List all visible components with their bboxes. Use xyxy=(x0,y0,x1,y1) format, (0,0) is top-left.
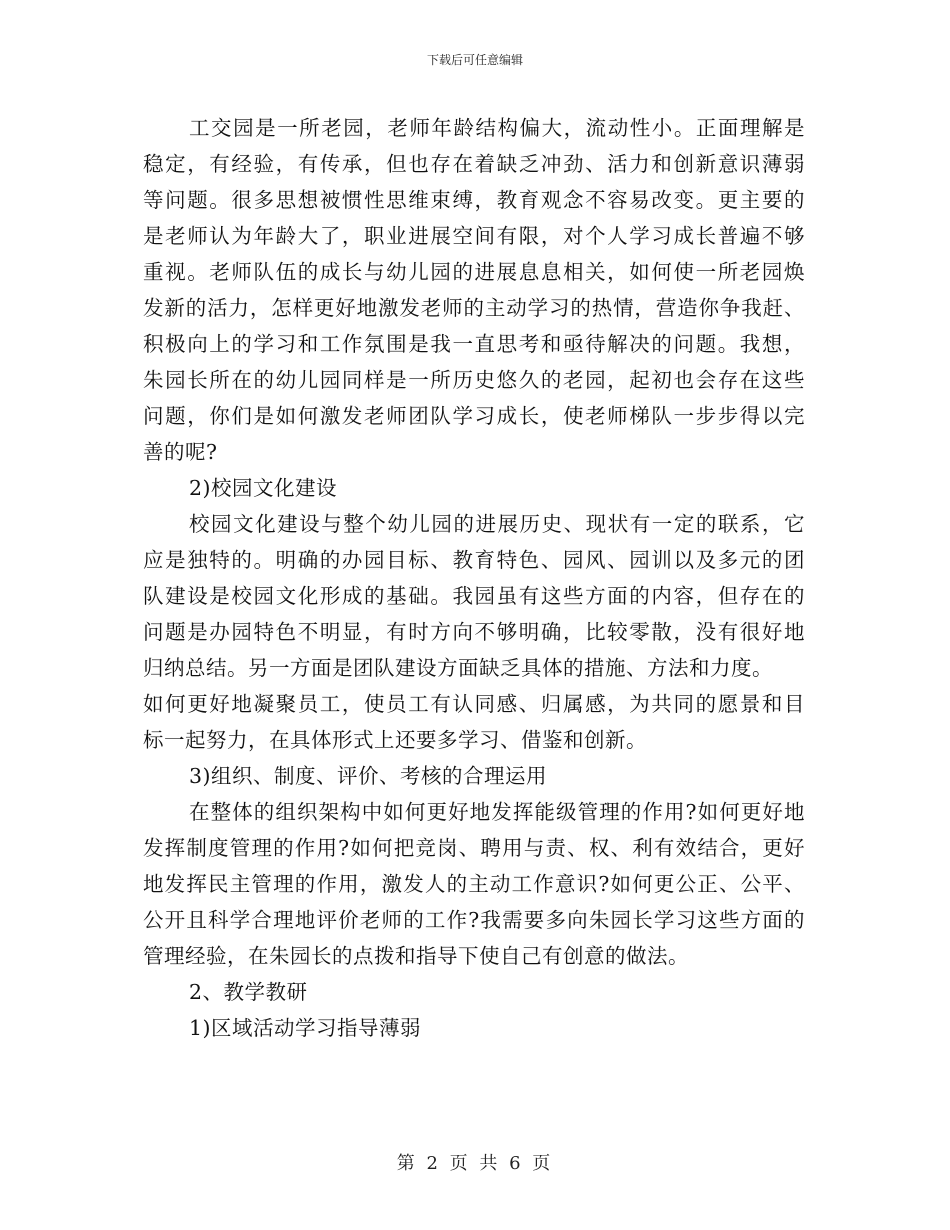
page-number: 第 2 页 共 6 页 xyxy=(396,1153,554,1174)
paragraph-line: 队建设是校园文化形成的基础。我园虽有这些方面的内容，但存在的 xyxy=(143,584,805,608)
paragraph-line: 归纳总结。另一方面是团队建设方面缺乏具体的措施、方法和力度。 xyxy=(143,656,773,680)
paragraph-line: 发新的活力，怎样更好地激发老师的主动学习的热情，营造你争我赶、 xyxy=(143,296,805,320)
paragraph-line: 朱园长所在的幼儿园同样是一所历史悠久的老园，起初也会存在这些 xyxy=(143,368,805,392)
paragraph-line: 积极向上的学习和工作氛围是我一直思考和亟待解决的问题。我想， xyxy=(143,332,805,356)
document-body xyxy=(143,110,805,1046)
paragraph-line: 重视。老师队伍的成长与幼儿园的进展息息相关，如何使一所老园焕 xyxy=(143,260,805,284)
paragraph-line: 等问题。很多思想被惯性思维束缚，教育观念不容易改变。更主要的 xyxy=(143,188,805,212)
paragraph-line: 是老师认为年龄大了，职业进展空间有限，对个人学习成长普遍不够 xyxy=(143,224,805,248)
paragraph-line: 问题是办园特色不明显，有时方向不够明确，比较零散，没有很好地 xyxy=(143,620,805,644)
section-heading: 1)区域活动学习指导薄弱 xyxy=(189,1016,422,1040)
section-heading: 2)校园文化建设 xyxy=(189,476,338,500)
paragraph-line: 稳定，有经验，有传承，但也存在着缺乏冲劲、活力和创新意识薄弱 xyxy=(143,152,805,176)
page-header-note: 下载后可任意编辑 xyxy=(426,53,523,67)
section-heading: 3)组织、制度、评价、考核的合理运用 xyxy=(189,764,548,788)
paragraph-line: 善的呢? xyxy=(143,440,218,464)
paragraph-line: 如何更好地凝聚员工，使员工有认同感、归属感，为共同的愿景和目 xyxy=(143,692,805,716)
section-heading: 2、教学教研 xyxy=(189,980,308,1004)
paragraph-line: 公开且科学合理地评价老师的工作?我需要多向朱园长学习这些方面的 xyxy=(143,908,805,932)
paragraph-line: 在整体的组织架构中如何更好地发挥能级管理的作用?如何更好地 xyxy=(189,800,805,824)
paragraph-line: 发挥制度管理的作用?如何把竞岗、聘用与责、权、利有效结合，更好 xyxy=(143,836,805,860)
paragraph-line: 地发挥民主管理的作用，激发人的主动工作意识?如何更公正、公平、 xyxy=(143,872,805,896)
paragraph-line: 工交园是一所老园，老师年龄结构偏大，流动性小。正面理解是 xyxy=(189,116,805,140)
paragraph-line: 问题，你们是如何激发老师团队学习成长，使老师梯队一步步得以完 xyxy=(143,404,805,428)
paragraph-line: 应是独特的。明确的办园目标、教育特色、园风、园训以及多元的团 xyxy=(143,548,805,572)
paragraph-line: 管理经验，在朱园长的点拨和指导下使自己有创意的做法。 xyxy=(143,944,689,968)
paragraph-line: 标一起努力，在具体形式上还要多学习、借鉴和创新。 xyxy=(143,728,647,752)
paragraph-line: 校园文化建设与整个幼儿园的进展历史、现状有一定的联系，它 xyxy=(189,512,805,536)
